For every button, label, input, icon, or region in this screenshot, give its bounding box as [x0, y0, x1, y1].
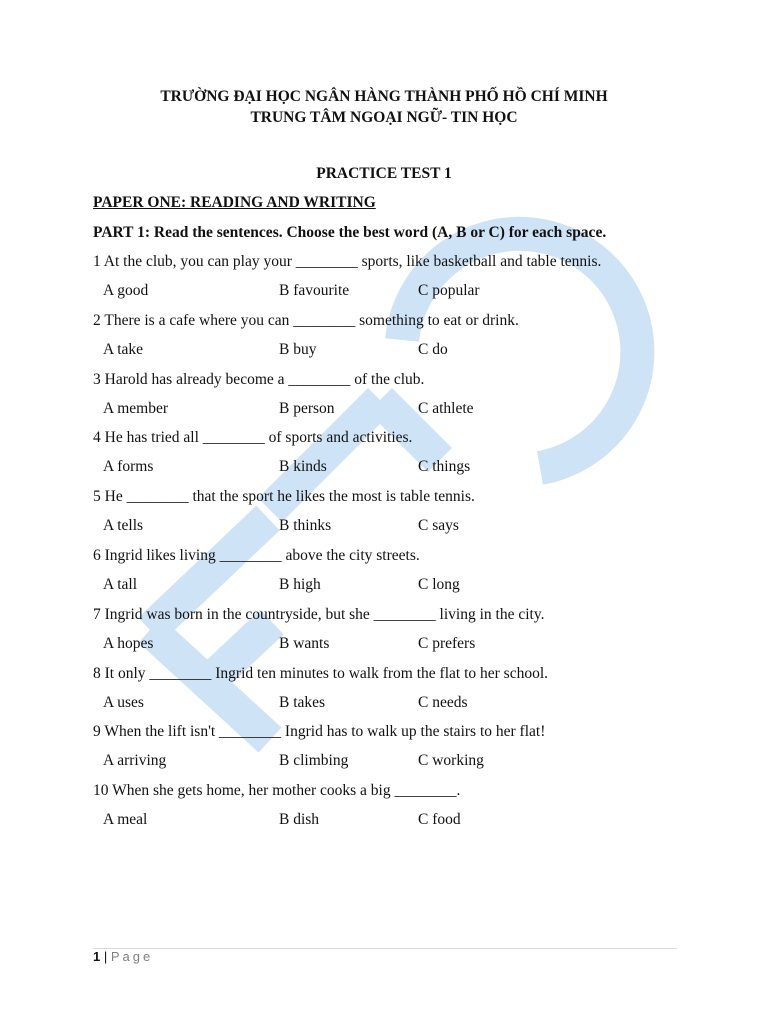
option-b: B thinks	[279, 517, 332, 535]
option-c: C prefers	[418, 634, 476, 652]
option-a: A uses	[103, 693, 144, 711]
option-b: B buy	[279, 340, 317, 358]
paper-title: PAPER ONE: READING AND WRITING	[93, 194, 376, 211]
option-a: A arriving	[103, 752, 167, 770]
page-separator: |	[103, 949, 108, 964]
question-text: 9 When the lift isn't ________ Ingrid has to walk up the stairs to her flat!	[93, 723, 546, 741]
test-title: PRACTICE TEST 1	[316, 165, 452, 182]
question-text: 4 He has tried all ________ of sports and activities.	[93, 429, 413, 447]
option-b: B wants	[279, 634, 330, 652]
part-instruction: PART 1: Read the sentences. Choose the best word (A, B or C) for each space.	[93, 224, 607, 241]
option-c: C needs	[418, 693, 468, 711]
option-b: B takes	[279, 693, 326, 711]
option-b: B high	[279, 576, 321, 593]
footer-divider	[93, 948, 677, 949]
question-text: 2 There is a cafe where you can ________ something to eat or drink.	[93, 311, 519, 329]
option-a: A take	[103, 340, 144, 358]
question-text: 6 Ingrid likes living ________ above the city streets.	[93, 547, 420, 564]
university-name: TRƯỜNG ĐẠI HỌC NGÂN HÀNG THÀNH PHỐ HỒ CHÍ MINH	[160, 88, 608, 105]
option-b: B kinds	[279, 458, 327, 476]
option-a: A tall	[103, 576, 138, 593]
option-b: B person	[279, 399, 335, 417]
option-b: B favourite	[279, 282, 350, 299]
question-text: 7 Ingrid was born in the countryside, but she ________ living in the city.	[93, 605, 545, 623]
question-text: 3 Harold has already become a ________ of the club.	[93, 370, 425, 388]
page-number: 1	[93, 949, 101, 964]
option-a: A member	[103, 399, 168, 417]
option-c: C long	[418, 576, 460, 593]
question-text: 1 At the club, you can play your ________ sports, like basketball and table tennis.	[93, 253, 602, 270]
option-a: A meal	[103, 811, 148, 829]
option-a: A hopes	[103, 634, 154, 652]
option-a: A forms	[103, 458, 154, 476]
option-a: A good	[103, 282, 149, 299]
option-c: C popular	[418, 282, 480, 299]
option-c: C things	[418, 458, 471, 476]
option-c: C food	[418, 811, 461, 829]
option-a: A tells	[103, 517, 144, 535]
page-footer	[93, 948, 153, 966]
question-text: 8 It only ________ Ingrid ten minutes to walk from the flat to her school.	[93, 664, 549, 682]
page-label: Page	[110, 949, 154, 964]
center-name: TRUNG TÂM NGOẠI NGỮ- TIN HỌC	[250, 109, 518, 126]
question-text: 5 He ________ that the sport he likes the most is table tennis.	[93, 488, 475, 506]
option-c: C working	[418, 752, 484, 770]
option-b: B dish	[279, 811, 320, 829]
option-c: C says	[418, 517, 459, 535]
option-c: C do	[418, 340, 448, 358]
question-text: 10 When she gets home, her mother cooks a big ________.	[93, 782, 461, 800]
option-c: C athlete	[418, 399, 474, 417]
option-b: B climbing	[279, 752, 349, 770]
